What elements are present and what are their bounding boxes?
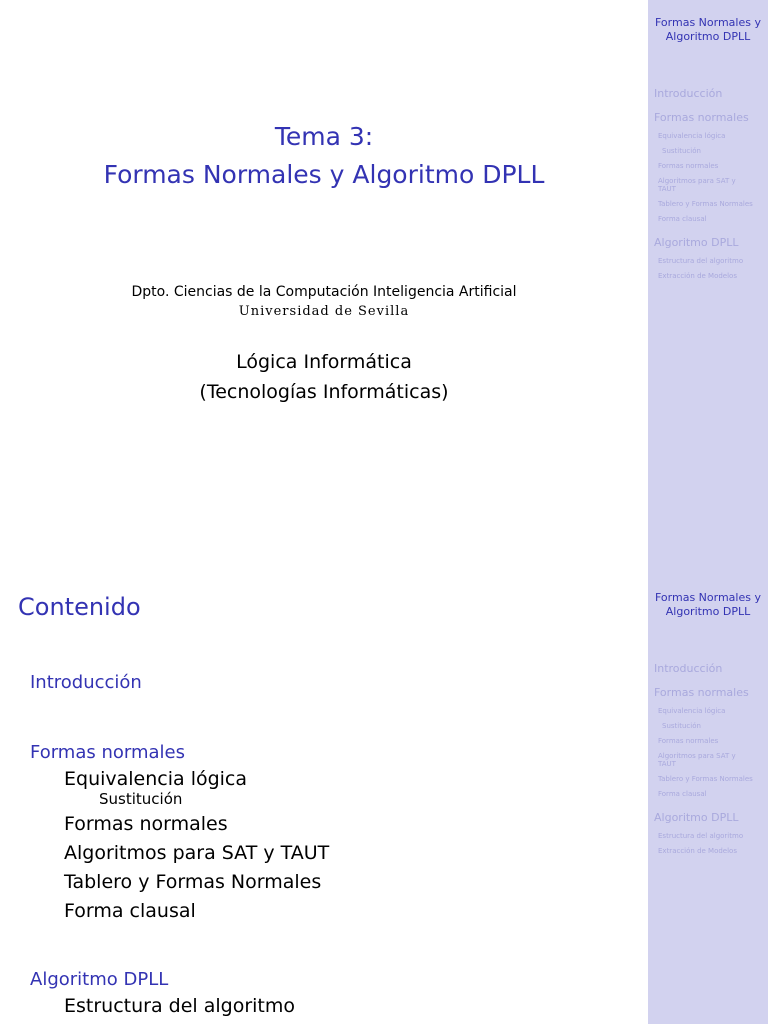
sidebar-subitem-formas-normales[interactable]: Formas normales (658, 737, 719, 745)
sidebar-toc (654, 87, 764, 280)
institution-block (0, 282, 648, 322)
sidebar-subitem-equivalencia[interactable]: Equivalencia lógica (658, 707, 726, 715)
sidebar-item-introduccion[interactable]: Introducción (654, 662, 723, 675)
sidebar-subitem-algoritmos-line-2: TAUT (658, 760, 676, 768)
toc-item-formas-normales[interactable]: Formas normales (30, 742, 185, 763)
sidebar-nav-2 (648, 575, 768, 1024)
sidebar-title-line-2: Algoritmo DPLL (665, 605, 751, 618)
sidebar-item-dpll[interactable]: Algoritmo DPLL (654, 236, 739, 249)
sidebar-toc-2 (654, 662, 764, 855)
sidebar-subitem-extraccion[interactable]: Extracción de Modelos (658, 272, 737, 280)
toc-item-introduccion[interactable]: Introducción (30, 672, 142, 693)
slide-title (0, 118, 648, 194)
sidebar-title-line-2: Algoritmo DPLL (665, 30, 751, 43)
title-line-1: Tema 3: (274, 122, 374, 151)
sidebar-subitem-estructura[interactable]: Estructura del algoritmo (658, 832, 744, 840)
frame-title: Contenido (18, 593, 141, 621)
sidebar-item-dpll[interactable]: Algoritmo DPLL (654, 811, 739, 824)
toc-subitem-clausal[interactable]: Forma clausal (64, 900, 196, 922)
sidebar-subitem-formas-normales[interactable]: Formas normales (658, 162, 719, 170)
sidebar-subitem-estructura[interactable]: Estructura del algoritmo (658, 257, 744, 265)
sidebar-title[interactable] (648, 16, 768, 44)
sidebar-subitem-tablero[interactable]: Tablero y Formas Normales (658, 775, 753, 783)
sidebar-title-line-1: Formas Normales y (655, 591, 761, 604)
course-block (0, 347, 648, 407)
toc-subitem-equivalencia[interactable]: Equivalencia lógica (64, 768, 248, 790)
sidebar-subitem-clausal[interactable]: Forma clausal (658, 790, 707, 798)
institution: Dpto. Ciencias de la Computación Inteligencia Artificial (131, 284, 517, 300)
university: Universidad de Sevilla (238, 304, 410, 319)
sidebar-title-line-1: Formas Normales y (655, 16, 761, 29)
sidebar-title-2[interactable] (648, 591, 768, 619)
sidebar-subitem-sustitucion[interactable]: Sustitución (662, 147, 701, 155)
table-of-contents (30, 671, 329, 1021)
toc-subitem-sustitucion[interactable]: Sustitución (99, 790, 183, 808)
toc-subitem-estructura[interactable]: Estructura del algoritmo (64, 995, 295, 1017)
toc-item-dpll[interactable]: Algoritmo DPLL (30, 969, 169, 990)
sidebar-subitem-tablero[interactable]: Tablero y Formas Normales (658, 200, 753, 208)
sidebar-nav (648, 0, 768, 575)
sidebar-subitem-equivalencia[interactable]: Equivalencia lógica (658, 132, 726, 140)
course-line-1: Lógica Informática (236, 351, 412, 373)
sidebar-subitem-algoritmos[interactable] (658, 177, 764, 193)
toc-subitem-algoritmos[interactable]: Algoritmos para SAT y TAUT (64, 842, 330, 864)
toc-subitem-tablero[interactable]: Tablero y Formas Normales (64, 871, 322, 893)
toc-subitem-formas-normales[interactable]: Formas normales (64, 813, 228, 835)
sidebar-item-formas-normales[interactable]: Formas normales (654, 111, 749, 124)
sidebar-subitem-algoritmos[interactable] (658, 752, 764, 768)
sidebar-subitem-algoritmos-line-1: Algoritmos para SAT y (658, 177, 736, 185)
course-line-2: (Tecnologías Informáticas) (199, 381, 449, 403)
sidebar-subitem-clausal[interactable]: Forma clausal (658, 215, 707, 223)
sidebar-item-formas-normales[interactable]: Formas normales (654, 686, 749, 699)
sidebar-subitem-algoritmos-line-2: TAUT (658, 185, 676, 193)
sidebar-subitem-sustitucion[interactable]: Sustitución (662, 722, 701, 730)
title-line-2: Formas Normales y Algoritmo DPLL (103, 160, 545, 189)
contents-slide (0, 575, 768, 1024)
sidebar-subitem-algoritmos-line-1: Algoritmos para SAT y (658, 752, 736, 760)
sidebar-item-introduccion[interactable]: Introducción (654, 87, 723, 100)
sidebar-subitem-extraccion[interactable]: Extracción de Modelos (658, 847, 737, 855)
